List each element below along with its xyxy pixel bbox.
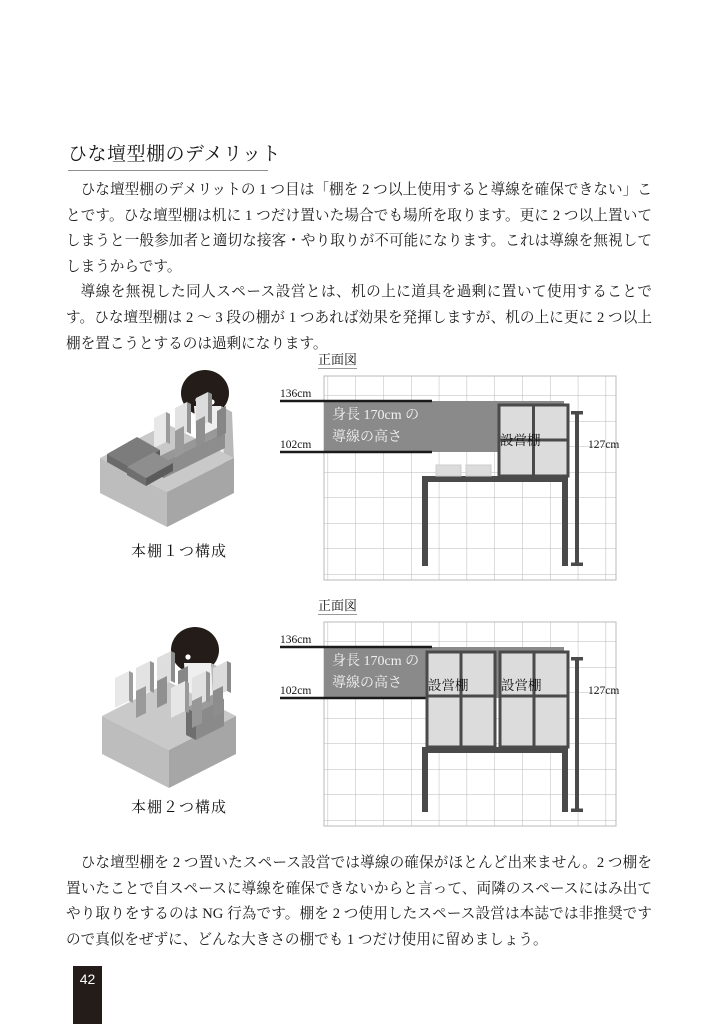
- elevation-title: 正面図: [318, 598, 358, 613]
- elevation-title: 正面図: [318, 352, 358, 367]
- shelf-label-1: 設営棚: [428, 678, 469, 693]
- dimension-bottom-label: 102cm: [280, 685, 312, 697]
- page-title: ひな壇型棚のデメリット: [68, 144, 281, 165]
- dimension-top-label: 136cm: [280, 634, 312, 646]
- band-label-line1: 身長 170cm の: [332, 408, 420, 423]
- page-number-tab: [73, 966, 102, 1024]
- isometric-illustration-double: [74, 608, 284, 823]
- isometric-booth-art-single: [74, 362, 284, 542]
- dimension-bottom-label: 102cm: [280, 439, 312, 451]
- band-label-line2: 導線の高さ: [332, 676, 402, 691]
- elevation-drawing-double: [272, 616, 652, 828]
- band-label-line1: 身長 170cm の: [332, 654, 420, 669]
- figure-single-shelf: [66, 352, 652, 584]
- isometric-illustration-single: [74, 362, 284, 577]
- page-number: 42: [79, 971, 96, 987]
- intro-text-block: [66, 178, 652, 357]
- paragraph: ひな壇型棚を 2 つ置いたスペース設営では導線の確保がほとんど出来ません。2 つ棚を置いたことで自スペースに導線を確保できないからと言って、両隣のスペースにはみ出てやり取りをするのは NG 行為です。棚を 2 つ使用したスペース設営は本誌では非推奨ですので真似をぜずに、どんな大きさの棚でも 1 つだけ使用に留めましょう。: [66, 855, 652, 948]
- closing-text-block: [66, 851, 652, 953]
- paragraph: 導線を無視した同人スペース設営とは、机の上に道具を過剰に置いて使用することです。ひな壇型棚は 2 〜 3 段の棚が 1 つあれば効果を発揮しますが、机の上に更に 2 つ以上棚を置こうとするのは過剰になります。: [66, 284, 652, 352]
- shelf-label-2: 設営棚: [501, 678, 542, 693]
- heading-underline: [68, 170, 268, 171]
- dimension-top-label: 136cm: [280, 388, 312, 400]
- elevation-diagram-double: [272, 598, 652, 830]
- shelf-label-1: 設営棚: [500, 433, 541, 448]
- figure-caption: 本棚２つ構成: [130, 800, 227, 816]
- figure-caption: 本棚１つ構成: [130, 544, 227, 560]
- figure-double-shelf: [66, 598, 652, 830]
- elevation-diagram-single: [272, 352, 652, 584]
- band-label-line2: 導線の高さ: [332, 430, 402, 445]
- dimension-right-label: 127cm: [588, 439, 620, 451]
- paragraph: ひな壇型棚のデメリットの 1 つ目は「棚を 2 つ以上使用すると導線を確保できない」ことです。ひな壇型棚は机に 1 つだけ置いた場合でも場所を取ります。更に 2 つ以上置いてしまうと一般参加者と適切な接客・やり取りが不可能になります。これは導線を無視してしまうからです。: [66, 182, 652, 275]
- dimension-right-label: 127cm: [588, 685, 620, 697]
- elevation-drawing-single: [272, 370, 652, 582]
- isometric-booth-art-double: [74, 608, 284, 798]
